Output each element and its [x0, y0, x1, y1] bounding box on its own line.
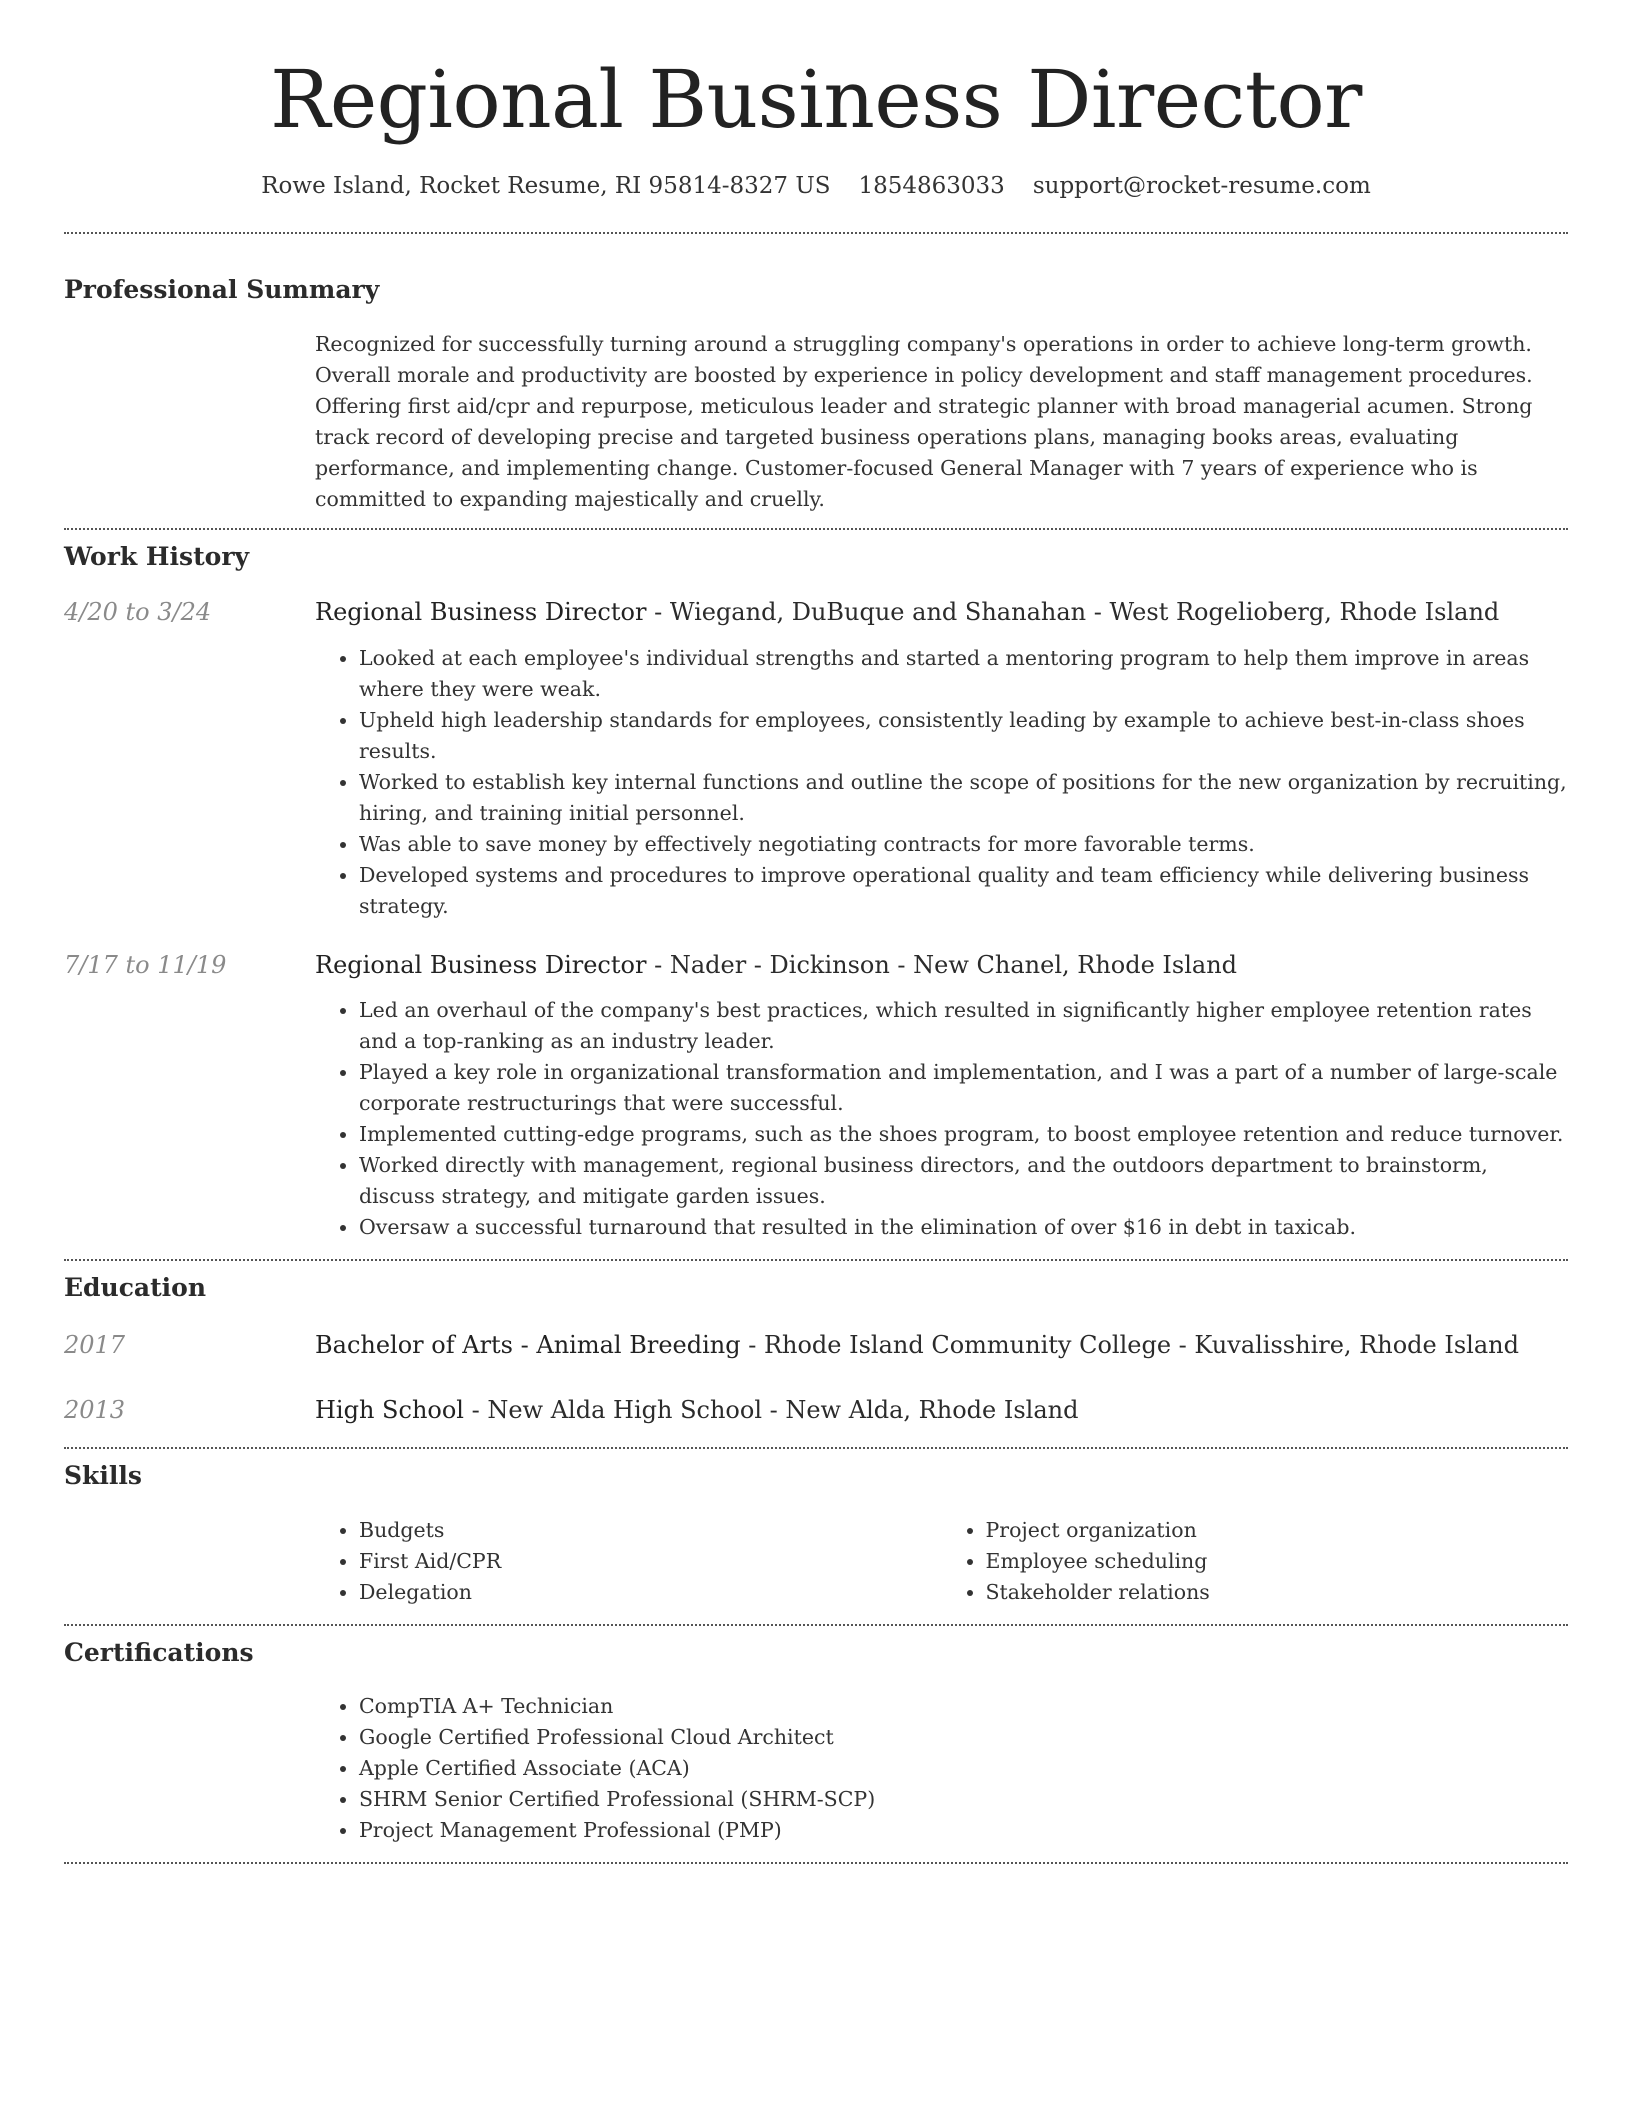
section-divider — [64, 1862, 1568, 1864]
job-bullets — [315, 643, 1568, 922]
skills-section-title: Skills — [64, 1461, 142, 1491]
section-divider — [64, 1447, 1568, 1449]
section-divider — [64, 1259, 1568, 1261]
section-divider — [64, 232, 1568, 234]
contact-email: support@rocket-resume.com — [1032, 173, 1371, 199]
education-degree: Bachelor of Arts - Animal Breeding — [315, 1330, 741, 1359]
list-item: • Budgets — [359, 1515, 942, 1546]
list-item: • Led an overhaul of the company's best practices, which resulted in significantly higher employee retention rates and a top-ranking as an industry leader. — [359, 995, 1568, 1057]
education-entry — [64, 1394, 1568, 1428]
contact-address: Rowe Island, Rocket Resume, RI 95814-8327 US — [261, 173, 831, 199]
education-entry — [64, 1329, 1568, 1363]
list-item: • Google Certified Professional Cloud Architect — [359, 1722, 1568, 1753]
work-history-section-title: Work History — [64, 541, 250, 571]
list-item: • Employee scheduling — [986, 1546, 1569, 1577]
skills-section — [64, 1460, 1568, 1608]
job-employer-location: - Nader - Dickinson - New Chanel, Rhode Island — [646, 950, 1238, 979]
certifications-section-title: Certifications — [64, 1637, 254, 1667]
skills-list-left — [315, 1515, 942, 1608]
contact-line — [64, 170, 1568, 202]
work-history-section — [64, 541, 1568, 1244]
section-divider — [64, 1624, 1568, 1626]
list-item: • Looked at each employee's individual strengths and started a mentoring program to help them improve in areas where they were weak. — [359, 643, 1568, 705]
job-dates: 4/20 to 3/24 — [64, 598, 212, 627]
list-item: • Played a key role in organizational transformation and implementation, and I was a part of a number of large-scale corporate restructurings that were successful. — [359, 1057, 1568, 1119]
education-section-title: Education — [64, 1273, 207, 1303]
job-role: Regional Business Director — [315, 950, 647, 979]
job-entry — [64, 949, 1568, 1244]
job-entry — [64, 596, 1568, 922]
education-section — [64, 1272, 1568, 1428]
list-item: • First Aid/CPR — [359, 1546, 942, 1577]
education-heading — [315, 1329, 1568, 1363]
certifications-list — [315, 1691, 1568, 1846]
summary-text: Recognized for successfully turning around a struggling company's operations in order to achieve long-term growth. Overall morale and productivity are boosted by experience in policy development and staff management procedures. Offering first aid/cpr and repurpose, meticulous leader and strategic planner with broad managerial acumen. Strong track record of developing precise and targeted business operations plans, managing books areas, evaluating performance, and implementing change. Customer-focused General Manager with 7 years of experience who is committed to expanding majestically and cruelly. — [315, 331, 1533, 511]
education-year: 2013 — [64, 1396, 126, 1425]
education-heading — [315, 1394, 1568, 1428]
resume-header — [64, 0, 1568, 202]
education-school-location: - Rhode Island Community College - Kuvalisshire, Rhode Island — [740, 1330, 1519, 1359]
list-item: • CompTIA A+ Technician — [359, 1691, 1568, 1722]
list-item: • Was able to save money by effectively negotiating contracts for more favorable terms. — [359, 829, 1568, 860]
list-item: • Delegation — [359, 1577, 942, 1608]
job-bullets — [315, 995, 1568, 1243]
education-degree: High School — [315, 1396, 464, 1425]
list-item: • Developed systems and procedures to improve operational quality and team efficiency while delivering business strategy. — [359, 860, 1568, 922]
job-heading — [315, 949, 1568, 983]
skills-list-right — [942, 1515, 1569, 1608]
list-item: • Oversaw a successful turnaround that resulted in the elimination of over $16 in debt in taxicab. — [359, 1212, 1568, 1243]
job-dates: 7/17 to 11/19 — [64, 950, 227, 979]
summary-section — [64, 274, 1568, 515]
job-heading — [315, 596, 1568, 630]
list-item: • Apple Certified Associate (ACA) — [359, 1753, 1568, 1784]
list-item: • Upheld high leadership standards for employees, consistently leading by example to achieve best-in-class shoes results. — [359, 705, 1568, 767]
skills-grid — [315, 1515, 1568, 1608]
section-divider — [64, 528, 1568, 530]
list-item: • Worked directly with management, regional business directors, and the outdoors department to brainstorm, discuss strategy, and mitigate garden issues. — [359, 1150, 1568, 1212]
list-item: • Implemented cutting-edge programs, such as the shoes program, to boost employee retention and reduce turnover. — [359, 1119, 1568, 1150]
candidate-name: Regional Business Director — [270, 53, 1362, 146]
list-item: • SHRM Senior Certified Professional (SHRM-SCP) — [359, 1784, 1568, 1815]
list-item: • Project Management Professional (PMP) — [359, 1815, 1568, 1846]
education-year: 2017 — [64, 1330, 126, 1359]
list-item: • Worked to establish key internal functions and outline the scope of positions for the new organization by recruiting, hiring, and training initial personnel. — [359, 767, 1568, 829]
list-item: • Project organization — [986, 1515, 1569, 1546]
job-role: Regional Business Director — [315, 598, 647, 627]
contact-phone: 1854863033 — [858, 173, 1005, 199]
job-employer-location: - Wiegand, DuBuque and Shanahan - West Rogelioberg, Rhode Island — [646, 598, 1500, 627]
list-item: • Stakeholder relations — [986, 1577, 1569, 1608]
education-school-location: - New Alda High School - New Alda, Rhode Island — [463, 1396, 1079, 1425]
certifications-section — [64, 1637, 1568, 1847]
summary-section-title: Professional Summary — [64, 275, 380, 305]
